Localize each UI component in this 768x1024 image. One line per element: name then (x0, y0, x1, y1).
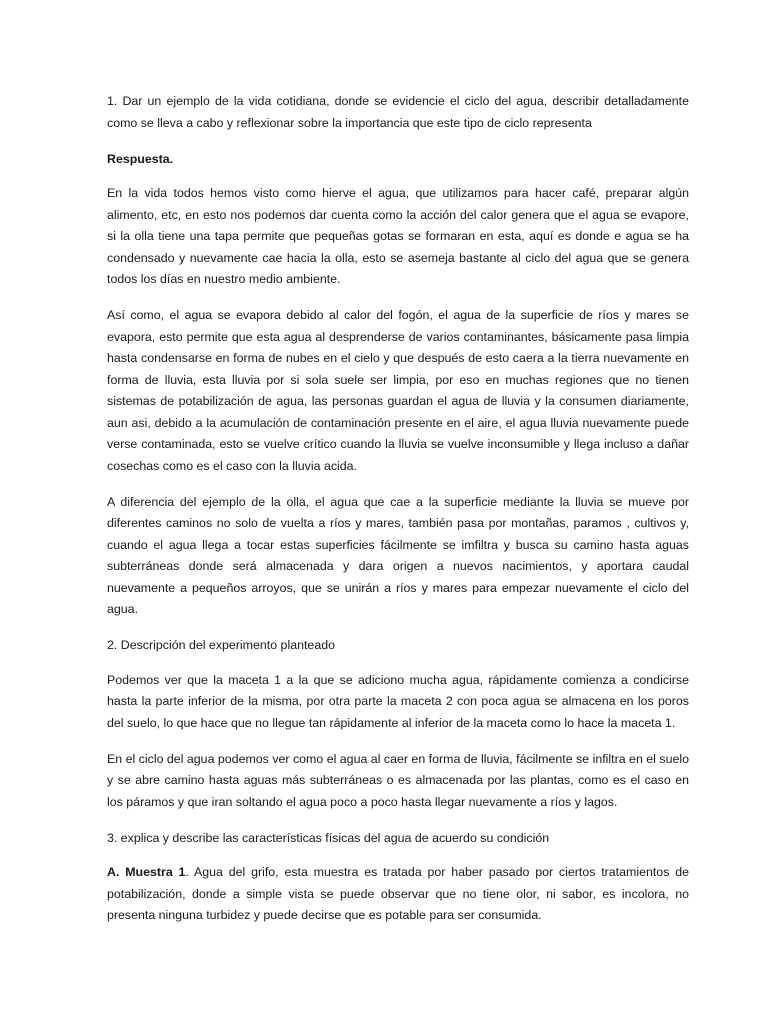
sample-1-paragraph (107, 862, 689, 927)
paragraph-4: Podemos ver que la maceta 1 a la que se adiciono mucha agua, rápidamente comienza a condicirse hasta la parte inferior de la misma, por otra parte la maceta 2 con poca agua se almacena en los poros del suelo, lo que hace que no llegue tan rápidamente al inferior de la maceta como lo hace la maceta 1. (107, 672, 689, 730)
paragraph-2: Así como, el agua se evapora debido al calor del fogón, el agua de la superficie de ríos y mares se evapora, esto permite que esta agua al desprenderse de varios contaminantes, básicamente pasa limpia hasta condensarse en forma de nubes en el cielo y que después de esto caera a la tierra nuevamente en forma de lluvia, esta lluvia por si sola suele ser limpia, por eso en muchas regiones que no tienen sistemas de potabilización de agua, las personas guardan el agua de lluvia y la consumen diariamente, aun asi, debido a la acumulación de contaminación presente en el aire, el agua lluvia nuevamente puede verse contaminada, esto se vuelve crítico cuando la lluvia se vuelve inconsumible y llega incluso a dañar cosechas como es el caso con la lluvia acida. (107, 308, 689, 473)
question-1: 1. Dar un ejemplo de la vida cotidiana, donde se evidencie el ciclo del agua, describir detalladamente como se lleva a cabo y reflexionar sobre la importancia que este tipo de ciclo representa (107, 94, 689, 130)
question-2: 2. Descripción del experimento planteado (107, 638, 335, 652)
paragraph-5: En el ciclo del agua podemos ver como el agua al caer en forma de lluvia, fácilmente se infiltra en el suelo y se abre camino hasta aguas más subterráneas o es almacenada por las plantas, como es el caso en los páramos y que iran soltando el agua poco a poco hasta llegar nuevamente a ríos y lagos. (107, 751, 689, 809)
sample-1-label: A. Muestra 1 (107, 865, 186, 879)
answer-heading: Respuesta. (107, 151, 174, 166)
paragraph-1: En la vida todos hemos visto como hierve el agua, que utilizamos para hacer café, preparar algún alimento, etc, en esto nos podemos dar cuenta como la acción del calor genera que el agua se evapore, si la olla tiene una tapa permite que pequeñas gotas se formaran en esta, aquí es donde e agua se ha condensado y nuevamente cae hacia la olla, esto se asemeja bastante al ciclo del agua que se genera todos los días en nuestro medio ambiente. (107, 186, 689, 286)
sample-1-text: . Agua del grifo, esta muestra es tratada por haber pasado por ciertos tratamientos de potabilización, donde a simple vista se puede observar que no tiene olor, ni sabor, es incolora, no presenta ninguna turbidez y puede decirse que es potable para ser consumida. (107, 865, 689, 922)
question-3: 3. explica y describe las características físicas del agua de acuerdo su condición (107, 830, 550, 845)
paragraph-3: A diferencia del ejemplo de la olla, el agua que cae a la superficie mediante la lluvia se mueve por diferentes caminos no solo de vuelta a ríos y mares, también pasa por montañas, paramos , cultivos y, cuando el agua llega a tocar estas superficies fácilmente se imfiltra y busca su camino hasta aguas subterráneas donde será almacenada y dara origen a nuevos nacimientos, y aportara caudal nuevamente a pequeños arroyos, que se unirán a ríos y mares para empezar nuevamente el ciclo del agua. (107, 494, 689, 616)
